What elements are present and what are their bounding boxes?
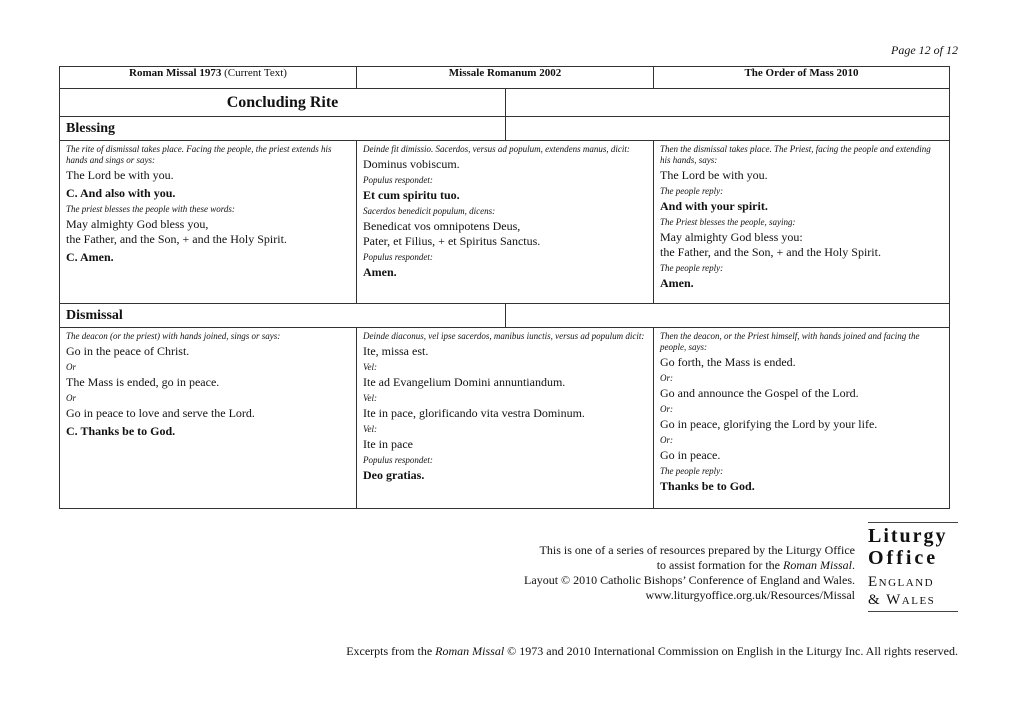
copyright-post: © 1973 and 2010 International Commission on English in the Liturgy Inc. All rights reserved.: [504, 644, 958, 658]
rubric-line: Vel:: [363, 424, 377, 434]
response-line: Deo gratias.: [363, 468, 425, 482]
blessing-section-row: [60, 117, 950, 141]
response-line: Amen.: [660, 276, 694, 290]
section-title-dismissal: Dismissal: [60, 304, 506, 328]
text-line: Ite in pace: [363, 437, 413, 451]
text-line: Ite in pace, glorificando vita vestra Dominum.: [363, 406, 585, 420]
footer-credits: [524, 543, 855, 603]
response-line: C. Amen.: [66, 250, 114, 264]
rubric-line: Sacerdos benedicit populum, dicens:: [363, 206, 496, 216]
text-line: Go in peace.: [660, 448, 721, 462]
rubric-line: Vel:: [363, 393, 377, 403]
header-roman-missal-1973: [60, 67, 357, 89]
response-line: C. And also with you.: [66, 186, 176, 200]
rubric-line: Then the dismissal takes place. The Priest, facing the people and extending his hands, says:: [660, 144, 931, 165]
text-line: Ite ad Evangelium Domini annuntiandum.: [363, 375, 566, 389]
text-line: May almighty God bless you:: [660, 230, 803, 244]
section-empty-blessing: [506, 117, 950, 141]
rubric-line: The people reply:: [660, 263, 724, 273]
text-line: Go and announce the Gospel of the Lord.: [660, 386, 859, 400]
text-line: The Mass is ended, go in peace.: [66, 375, 220, 389]
rubric-line: The people reply:: [660, 466, 724, 476]
response-line: Amen.: [363, 265, 397, 279]
response-line: Et cum spiritu tuo.: [363, 188, 460, 202]
rubric-line: Or: [66, 393, 77, 403]
mass-comparison-table: [59, 66, 950, 509]
text-line: The Lord be with you.: [66, 168, 174, 182]
text-line: Benedicat vos omnipotens Deus,: [363, 219, 521, 233]
copyright-notice: [346, 644, 958, 659]
dismissal-col3: [654, 328, 950, 509]
liturgy-office-logo: [868, 522, 958, 612]
section-title-blessing: Blessing: [60, 117, 506, 141]
rubric-line: The rite of dismissal takes place. Facing the people, the priest extends his hands and sings or says:: [66, 144, 332, 165]
response-line: And with your spirit.: [660, 199, 768, 213]
rubric-line: Or:: [660, 404, 674, 414]
section-empty-dismissal: [506, 304, 950, 328]
rubric-line: Populus respondet:: [363, 252, 433, 262]
blessing-col1: [60, 141, 357, 304]
rubric-line: Or:: [660, 373, 674, 383]
footer-line-2: [524, 558, 855, 573]
logo-line-1: Liturgy: [868, 525, 948, 547]
rubric-line: Populus respondet:: [363, 455, 433, 465]
rite-title-empty: [506, 89, 950, 117]
rubric-line: Deinde fit dimissio. Sacerdos, versus ad populum, extendens manus, dicit:: [363, 144, 630, 154]
rubric-line: Vel:: [363, 362, 377, 372]
dismissal-col2: [357, 328, 654, 509]
header-col1-title: Roman Missal 1973: [129, 67, 222, 79]
dismissal-col1: [60, 328, 357, 509]
text-line: Go in the peace of Christ.: [66, 344, 190, 358]
footer-line-2-pre: to assist formation for the: [656, 558, 783, 572]
text-line: the Father, and the Son, + and the Holy Spirit.: [660, 245, 881, 259]
header-col1-subtitle: (Current Text): [221, 67, 287, 79]
blessing-col2: [357, 141, 654, 304]
dismissal-section-row: [60, 304, 950, 328]
rubric-line: The Priest blesses the people, saying:: [660, 217, 796, 227]
text-line: May almighty God bless you,: [66, 217, 209, 231]
footer-website-link[interactable]: www.liturgyoffice.org.uk/Resources/Missal: [645, 588, 855, 602]
text-line: Go in peace to love and serve the Lord.: [66, 406, 255, 420]
response-line: Thanks be to God.: [660, 479, 755, 493]
text-line: Go in peace, glorifying the Lord by your life.: [660, 417, 878, 431]
rubric-line: Or:: [660, 435, 674, 445]
text-line: Go forth, the Mass is ended.: [660, 355, 796, 369]
blessing-content-row: [60, 141, 950, 304]
footer-line-3: Layout © 2010 Catholic Bishops’ Conference of England and Wales.: [524, 573, 855, 587]
logo-line-4: & Wales: [868, 592, 936, 608]
footer-line-1: This is one of a series of resources prepared by the Liturgy Office: [539, 543, 855, 557]
rite-title: Concluding Rite: [60, 89, 506, 117]
column-header-row: [60, 67, 950, 89]
text-line: The Lord be with you.: [660, 168, 768, 182]
response-line: C. Thanks be to God.: [66, 424, 176, 438]
rubric-line: The deacon (or the priest) with hands joined, sings or says:: [66, 331, 281, 341]
text-line: Dominus vobiscum.: [363, 157, 460, 171]
logo-top-rule: [868, 522, 958, 523]
rubric-line: Deinde diaconus, vel ipse sacerdos, manibus iunctis, versus ad populum dicit:: [363, 331, 645, 341]
header-order-of-mass-2010: The Order of Mass 2010: [654, 67, 950, 89]
header-missale-romanum-2002: Missale Romanum 2002: [357, 67, 654, 89]
page-number: Page 12 of 12: [891, 43, 958, 57]
text-line: the Father, and the Son, + and the Holy Spirit.: [66, 232, 287, 246]
footer-line-2-emphasis: Roman Missal: [783, 558, 852, 572]
rubric-line: Or: [66, 362, 77, 372]
text-line: Ite, missa est.: [363, 344, 429, 358]
logo-line-2: Office: [868, 547, 939, 569]
rubric-line: Populus respondet:: [363, 175, 433, 185]
logo-bottom-rule: [868, 611, 958, 612]
rubric-line: The priest blesses the people with these words:: [66, 204, 235, 214]
text-line: Pater, et Filius, + et Spiritus Sanctus.: [363, 234, 541, 248]
copyright-emphasis: Roman Missal: [435, 644, 505, 658]
rubric-line: Then the deacon, or the Priest himself, with hands joined and facing the people, says:: [660, 331, 920, 352]
copyright-pre: Excerpts from the: [346, 644, 436, 658]
logo-line-3: England: [868, 574, 935, 590]
rite-title-row: [60, 89, 950, 117]
dismissal-content-row: [60, 328, 950, 509]
blessing-col3: [654, 141, 950, 304]
footer-line-2-post: .: [852, 558, 855, 572]
rubric-line: The people reply:: [660, 186, 724, 196]
